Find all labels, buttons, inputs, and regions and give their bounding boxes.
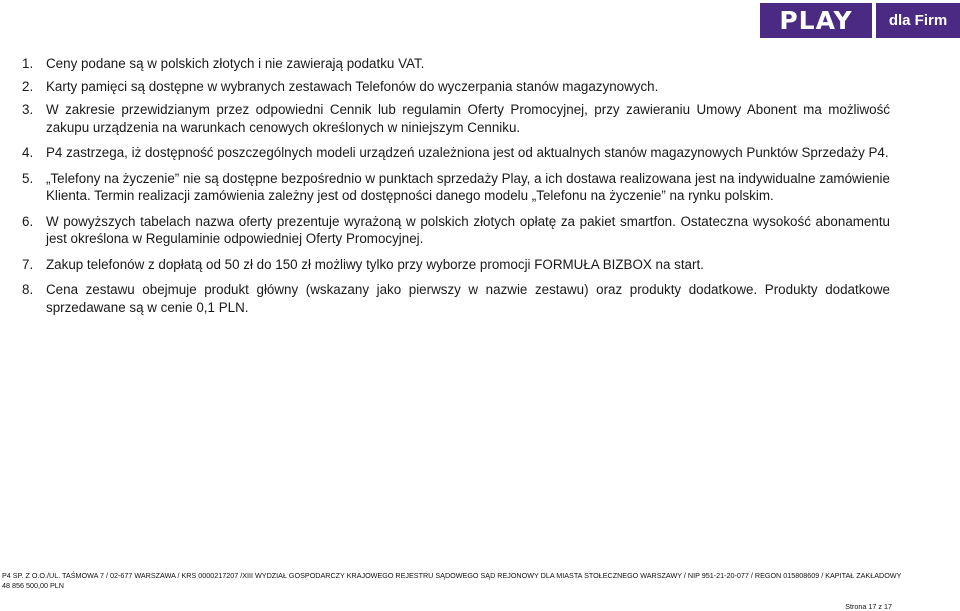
footnote-number: 1. — [22, 56, 34, 71]
footnote-text: W zakresie przewidzianym przez odpowiedni Cennik lub regulamin Oferty Promocyjnej, przy zawieraniu Umowy Abonent ma możliwość zakupu urządzenia na warunkach cenowych określonych w niniejszym Cenniku. — [46, 102, 890, 135]
play-logo: PLAY — [760, 3, 872, 38]
footnote-number: 5. — [22, 170, 34, 186]
footnote-item — [22, 101, 890, 136]
footnote-number: 8. — [22, 282, 34, 297]
footnote-text: W powyższych tabelach nazwa oferty prezentuje wyrażoną w polskich złotych opłatę za pakiet smartfon. Ostateczna wysokość abonamentu jest określona w Regulaminie odpowiedniej Oferty Promocyjnej. — [46, 213, 890, 246]
footnote-text: Karty pamięci są dostępne w wybranych zestawach Telefonów do wyczerpania stanów magazynowych. — [46, 78, 659, 94]
footnote-item — [22, 213, 890, 248]
footnote-text: Cena zestawu obejmuje produkt główny (wskazany jako pierwszy w nazwie zestawu) oraz produkty dodatkowe. Produkty dodatkowe sprzedawane są w cenie 0,1 PLN. — [46, 282, 890, 315]
footnote-text: Zakup telefonów z dopłatą od 50 zł do 150 zł możliwy tylko przy wyborze promocji FORMUŁA BIZBOX na start. — [46, 256, 704, 272]
footnote-item — [22, 256, 890, 274]
footnote-text: „Telefony na życzenie” nie są dostępne bezpośrednio w punktach sprzedaży Play, a ich dostawa realizowana jest na indywidualne zamówienie Klienta. Termin realizacji zamówienia zależny jest od dostępności danego modelu „Telefonu na życzenie” na rynku polskim. — [46, 170, 890, 203]
footnote-text: P4 zastrzega, iż dostępność poszczególnych modeli urządzeń uzależniona jest od aktualnych stanów magazynowych Punktów Sprzedaży P4. — [46, 145, 889, 160]
footnotes-list — [22, 55, 890, 316]
footnote-number: 7. — [22, 256, 34, 272]
footnote-item — [22, 78, 890, 96]
footnote-number: 4. — [22, 145, 34, 160]
footnote-number: 2. — [22, 78, 34, 94]
footnote-text: Ceny podane są w polskich złotych i nie zawierają podatku VAT. — [46, 56, 425, 71]
company-legal-footer: P4 SP. Z O.O./UL. TAŚMOWA 7 / 02-677 WARSZAWA / KRS 0000217207 /XIII WYDZIAŁ GOSPODARCZY KRAJOWEGO REJESTRU SĄDOWEGO SĄD REJONOWY DLA MIASTA STOŁECZNEGO WARSZAWY / NIP 951-21-20-077 / REGON 015808609 / KAPITAŁ ZAKŁADOWY 48 856 500,00 PLN — [2, 571, 902, 590]
footnote-number: 6. — [22, 213, 34, 229]
footnote-item — [22, 170, 890, 205]
footnote-number: 3. — [22, 102, 34, 117]
footnote-item — [22, 144, 890, 162]
dla-firm-logo: dla Firm — [876, 3, 960, 38]
play-dla-firm-logo — [760, 3, 960, 38]
footnote-item — [22, 55, 890, 73]
page-number: Strona 17 z 17 — [845, 602, 892, 611]
footnote-item — [22, 281, 890, 316]
